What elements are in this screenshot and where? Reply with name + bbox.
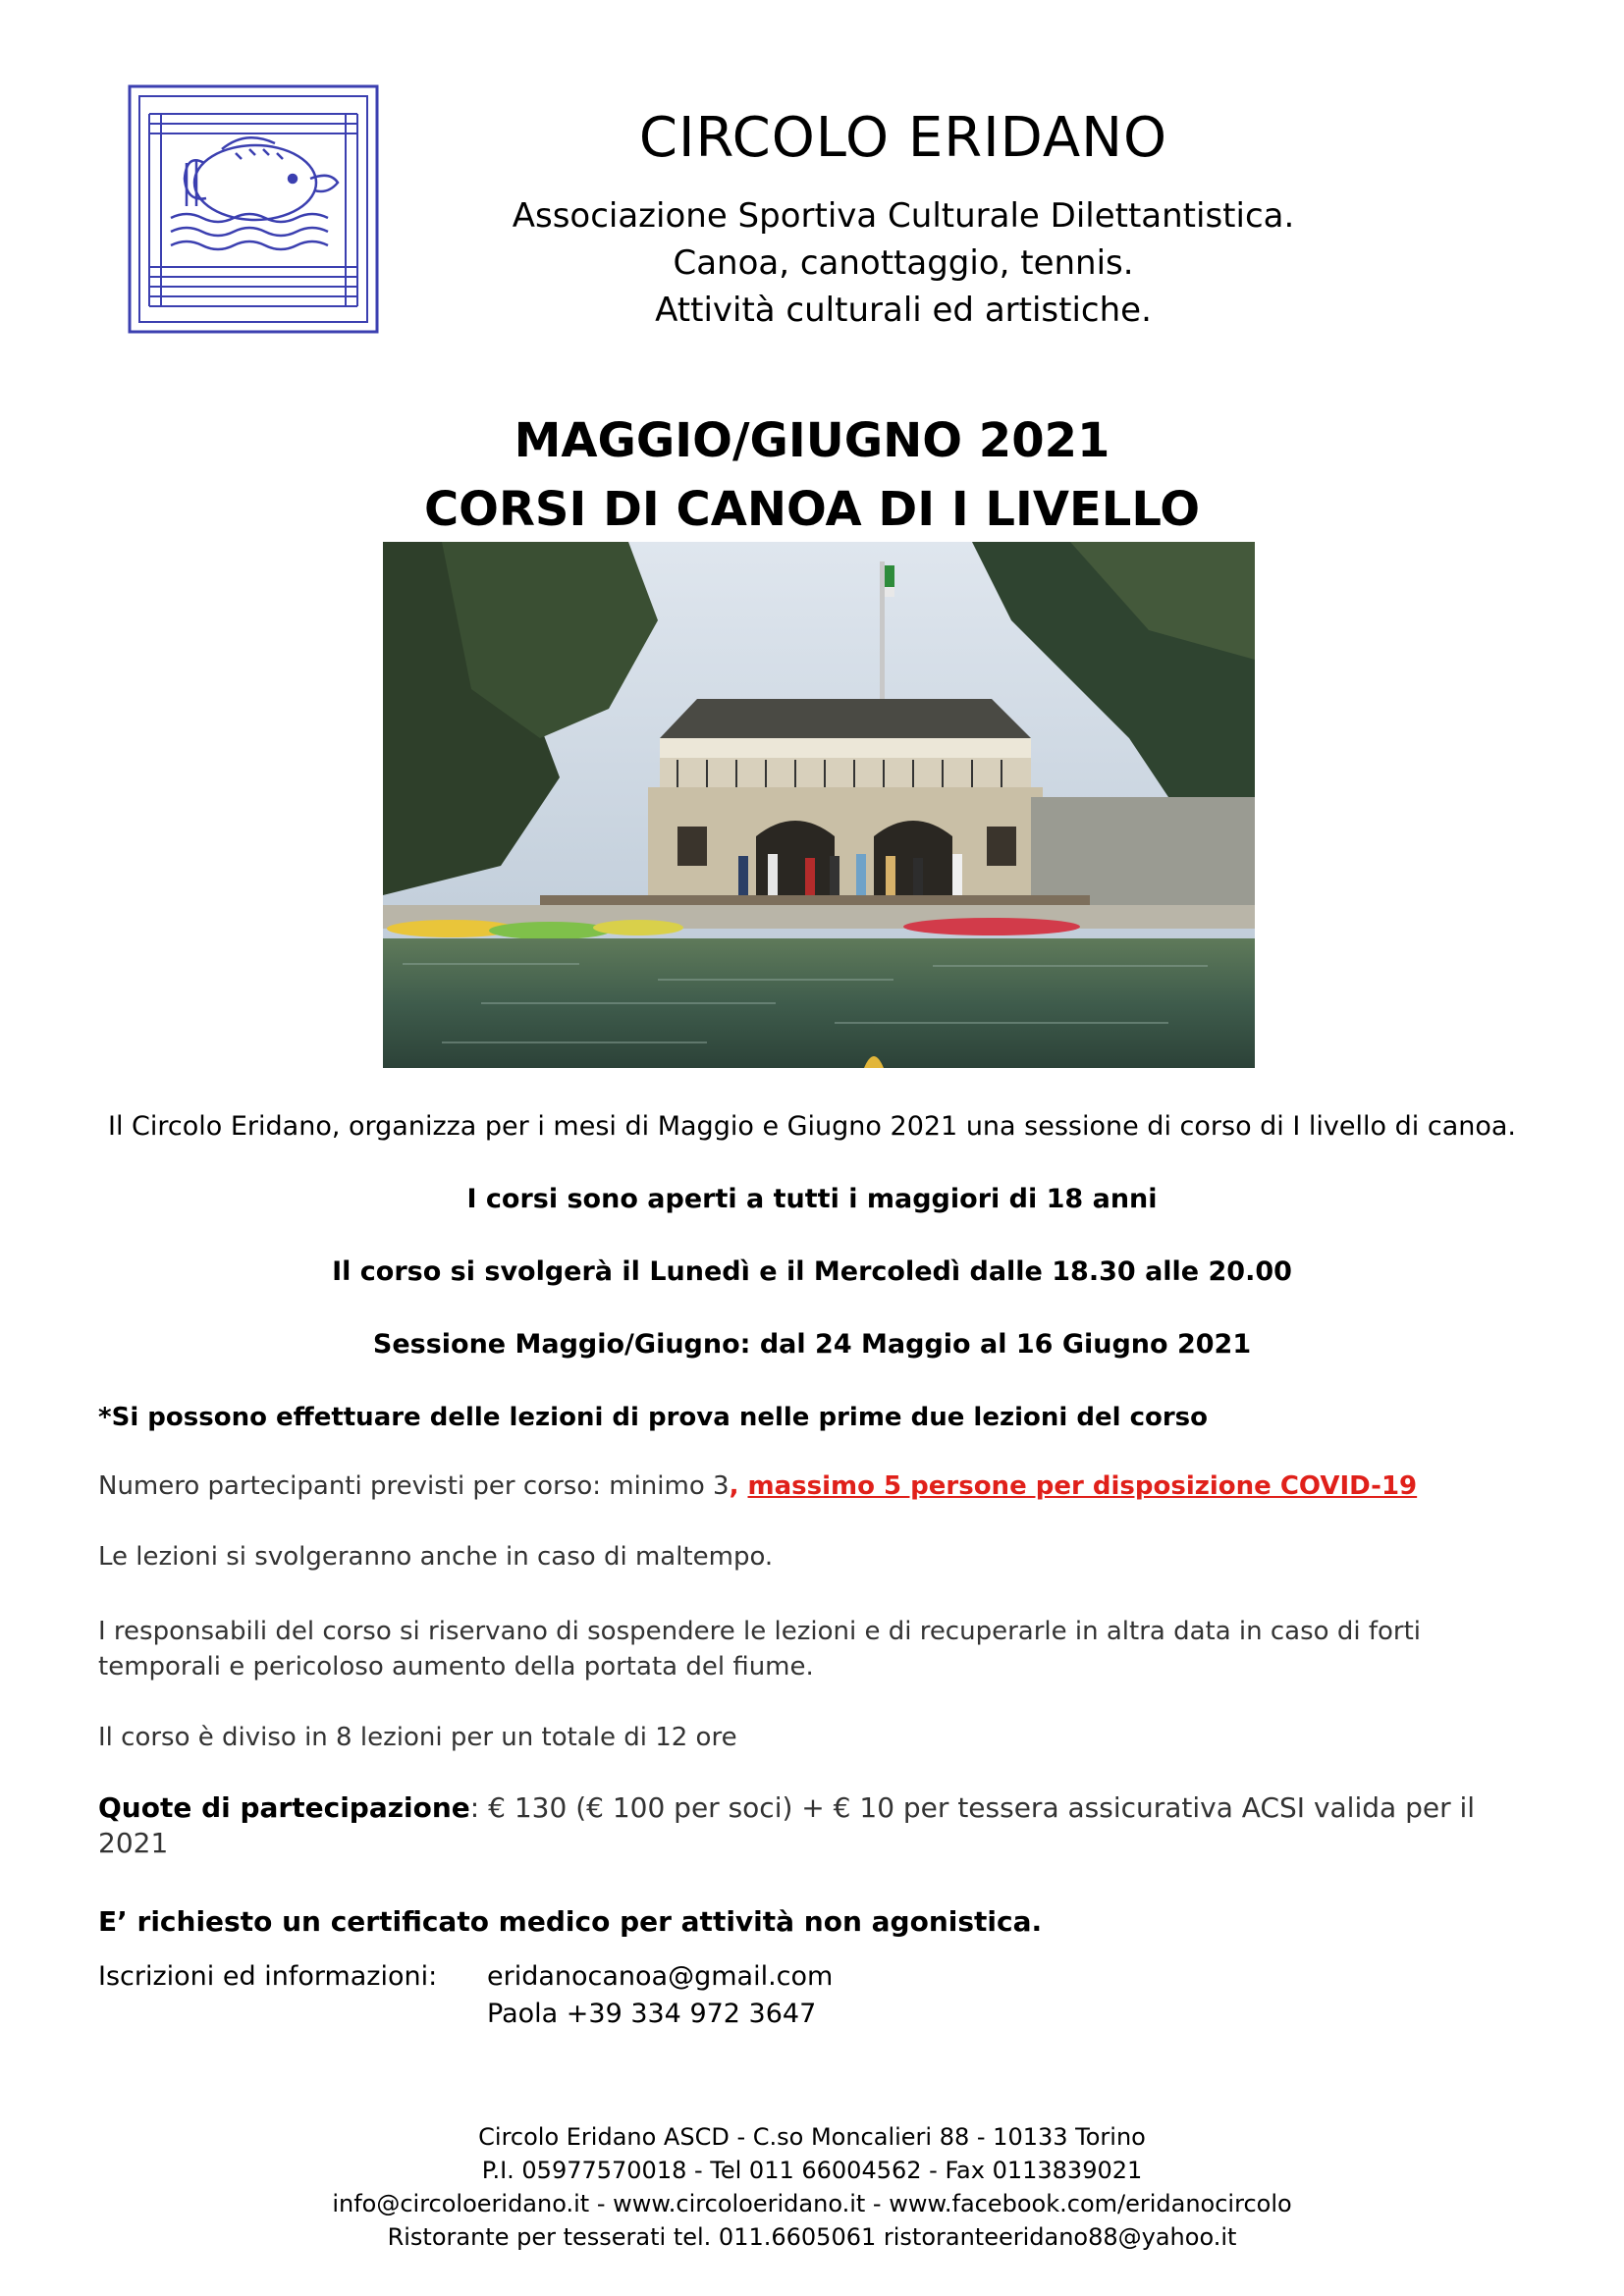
fees-text: : € 130 (€ 100 per soci) + € 10 per tessera assicurativa ACSI valida per il 2021 <box>98 1791 1476 1859</box>
tagline-sports: Canoa, canottaggio, tennis. <box>673 243 1134 283</box>
intro-paragraph: Il Circolo Eridano, organizza per i mesi di Maggio e Giugno 2021 una sessione di corso di I livello di canoa. <box>107 1111 1517 1142</box>
title-course: CORSI DI CANOA DI I LIVELLO <box>423 482 1201 537</box>
clubhouse-photo <box>383 542 1255 1068</box>
footer-address: Circolo Eridano ASCD - C.so Moncalieri 88 - 10133 Torino <box>478 2123 1146 2151</box>
covid-maximum-notice: massimo 5 persone per disposizione COVID-19 <box>747 1471 1418 1501</box>
trial-lessons-note: *Si possono effettuare delle lezioni di prova nelle prime due lezioni del corso <box>98 1403 1208 1432</box>
participants-paragraph <box>98 1468 1542 1504</box>
weather-note: Le lezioni si svolgeranno anche in caso di maltempo. <box>98 1542 774 1572</box>
responsibility-note: I responsabili del corso si riservano di sospendere le lezioni e di recuperarle in altra data in caso di forti temporali e pericoloso aumento della portata del fiume. <box>98 1617 1421 1682</box>
session-dates: Sessione Maggio/Giugno: dal 24 Maggio al 16 Giugno 2021 <box>372 1329 1252 1360</box>
footer-vat-phone: P.I. 05977570018 - Tel 011 66004562 - Fax 0113839021 <box>481 2157 1143 2184</box>
age-requirement: I corsi sono aperti a tutti i maggiori di 18 anni <box>466 1184 1158 1214</box>
schedule: Il corso si svolgerà il Lunedì e il Mercoledì dalle 18.30 alle 20.00 <box>332 1256 1292 1287</box>
fees-label: Quote di partecipazione <box>98 1791 470 1824</box>
medical-certificate-note: E’ richiesto un certificato medico per attività non agonistica. <box>98 1905 1043 1938</box>
contact-email[interactable]: eridanocanoa@gmail.com <box>487 1961 834 1992</box>
participants-minimum: Numero partecipanti previsti per corso: minimo 3 <box>98 1471 730 1501</box>
tagline-association: Associazione Sportiva Culturale Dilettantistica. <box>512 196 1295 236</box>
lessons-count: Il corso è diviso in 8 lezioni per un totale di 12 ore <box>98 1723 737 1752</box>
footer-web-links[interactable]: info@circoloeridano.it - www.circoloeridano.it - www.facebook.com/eridanocircolo <box>332 2190 1292 2217</box>
circolo-eridano-logo <box>128 84 379 334</box>
tagline-culture: Attività culturali ed artistiche. <box>655 291 1152 330</box>
contact-phone: Paola +39 334 972 3647 <box>487 1999 817 2029</box>
title-period: MAGGIO/GIUGNO 2021 <box>514 413 1110 468</box>
fees-paragraph <box>98 1790 1542 1861</box>
footer-restaurant: Ristorante per tesserati tel. 011.6605061 ristoranteeridano88@yahoo.it <box>387 2223 1237 2251</box>
organization-name: CIRCOLO ERIDANO <box>638 106 1168 170</box>
contact-label: Iscrizioni ed informazioni: <box>98 1961 438 1992</box>
participants-comma: , <box>729 1471 748 1501</box>
